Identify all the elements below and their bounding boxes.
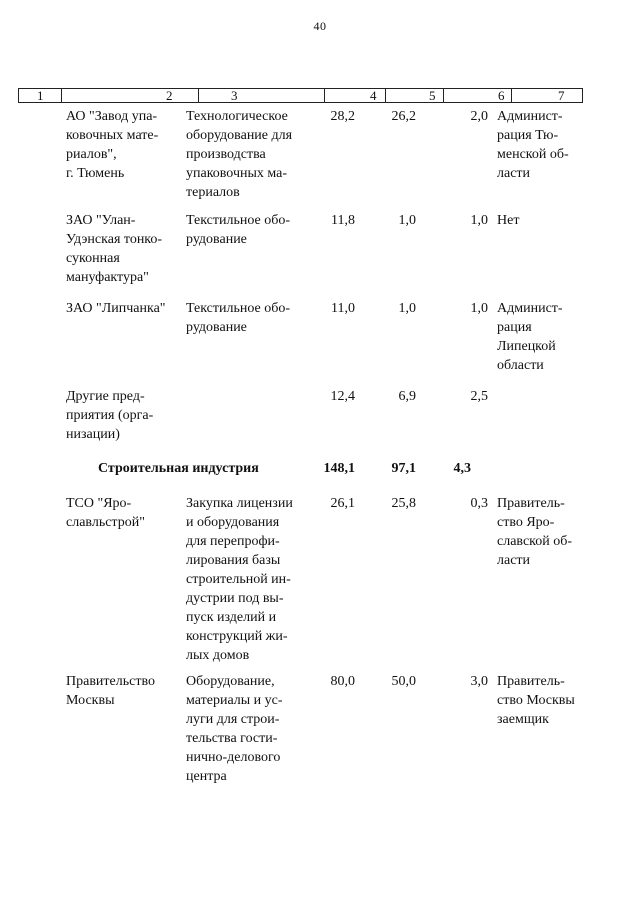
column-header-4: 4 — [325, 89, 386, 102]
enterprise-name: Правительство Москвы — [66, 674, 155, 708]
value-col6: 2,0 — [470, 109, 488, 124]
guarantor: Нет — [497, 213, 520, 228]
value-col6: 1,0 — [470, 213, 488, 228]
value-col4: 80,0 — [330, 674, 355, 689]
enterprise-name: ЗАО "Улан- Удэнская тонко- суконная мануфактура" — [66, 213, 163, 285]
guarantor: Админист- рация Липецкой области — [497, 301, 563, 373]
value-col5: 1,0 — [398, 301, 416, 316]
page-number: 40 — [313, 19, 327, 33]
column-header-1: 1 — [19, 89, 62, 102]
enterprise-name: АО "Завод упа- ковочных мате- риалов", г. Тюмень — [66, 109, 159, 181]
enterprise-name: ЗАО "Липчанка" — [66, 301, 166, 316]
value-col4: 26,1 — [330, 496, 355, 511]
column-header-3: 3 — [199, 89, 325, 102]
value-col6: 1,0 — [470, 301, 488, 316]
section-total-col6: 4,3 — [453, 461, 471, 476]
value-col6: 2,5 — [470, 389, 488, 404]
purpose: Текстильное обо- рудование — [186, 213, 291, 247]
column-header-6: 6 — [444, 89, 512, 102]
value-col6: 0,3 — [470, 496, 488, 511]
value-col5: 6,9 — [398, 389, 416, 404]
purpose: Текстильное обо- рудование — [186, 301, 291, 335]
value-col4: 11,8 — [331, 213, 355, 228]
purpose: Закупка лицензии и оборудования для перепрофи- лирования базы строительной ин- дустрии под вы- пуск изделий и конструкций жи- лых домов — [186, 496, 293, 663]
value-col5: 1,0 — [398, 213, 416, 228]
value-col5: 26,2 — [391, 109, 416, 124]
section-total-col4: 148,1 — [323, 461, 355, 476]
table-header-row — [18, 88, 583, 103]
guarantor: Админист- рация Тю- менской об- ласти — [497, 109, 569, 181]
column-header-7: 7 — [558, 88, 565, 103]
value-col5: 50,0 — [391, 674, 416, 689]
enterprise-name: Другие пред- приятия (орга- низации) — [66, 389, 154, 442]
value-col6: 3,0 — [470, 674, 488, 689]
enterprise-name: ТСО "Яро- славльстрой" — [66, 496, 145, 530]
column-header-2: 2 — [62, 89, 199, 102]
column-header-5: 5 — [386, 89, 444, 102]
section-total-col5: 97,1 — [391, 461, 416, 476]
purpose: Оборудование, материалы и ус- луги для строи- тельства гости- нично-делового центра — [186, 674, 283, 784]
purpose: Технологическое оборудование для производства упаковочных ма- териалов — [186, 109, 293, 200]
value-col4: 28,2 — [330, 109, 355, 124]
guarantor: Правитель- ство Москвы заемщик — [497, 674, 575, 727]
value-col4: 11,0 — [331, 301, 355, 316]
section-title: Строительная индустрия — [98, 461, 259, 476]
value-col5: 25,8 — [391, 496, 416, 511]
guarantor: Правитель- ство Яро- славской об- ласти — [497, 496, 573, 568]
value-col4: 12,4 — [330, 389, 355, 404]
